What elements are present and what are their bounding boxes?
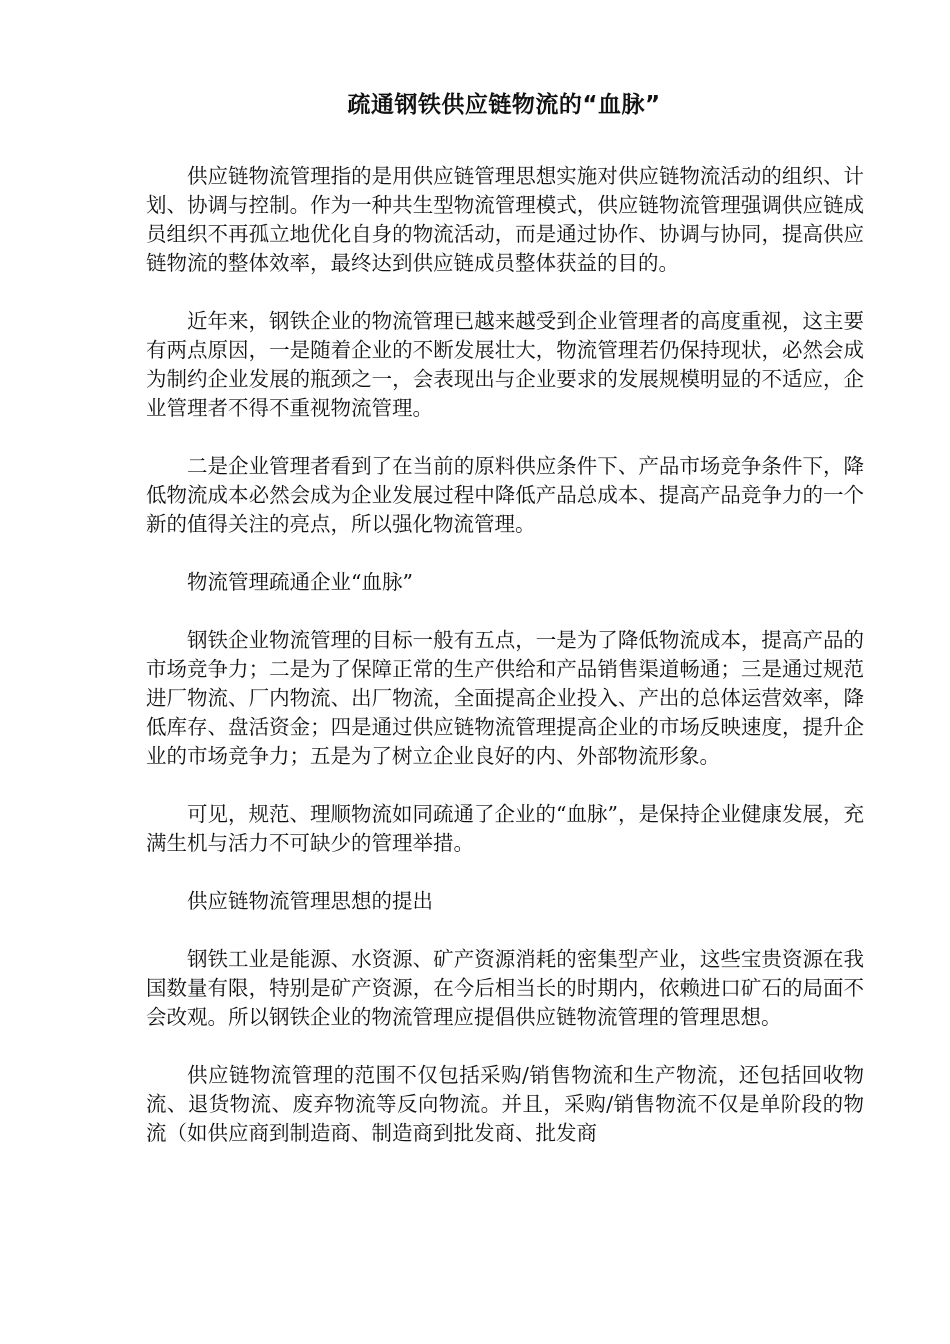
paragraph-recent-years: 近年来，钢铁企业的物流管理已越来越受到企业管理者的高度重视，这主要有两点原因，一是随着企业的不断发展壮大，物流管理若仍保持现状，必然会成为制约企业发展的瓶颈之一，会表现出与企业要求的发展规模明显的不适应，企业管理者不得不重视物流管理。 — [146, 309, 864, 420]
section-heading-supply-chain-idea: 供应链物流管理思想的提出 — [187, 889, 433, 913]
paragraph-five-goals: 钢铁企业物流管理的目标一般有五点，一是为了降低物流成本，提高产品的市场竞争力；二是为了保障正常的生产供给和产品销售渠道畅通；三是通过规范进厂物流、厂内物流、出厂物流，全面提高企业投入、产出的总体运营效率，降低库存、盘活资金；四是通过供应链物流管理提高企业的市场反映速度，提升企业的市场竞争力；五是为了树立企业良好的内、外部物流形象。 — [146, 628, 864, 768]
document-title: 疏通钢铁供应链物流的“血脉” — [347, 92, 661, 118]
paragraph-steel-industry-resources: 钢铁工业是能源、水资源、矿产资源消耗的密集型产业，这些宝贵资源在我国数量有限，特别是矿产资源，在今后相当长的时期内，依赖进口矿石的局面不会改观。所以钢铁企业的物流管理应提倡供应链物流管理的管理思想。 — [146, 947, 864, 1029]
paragraph-conclusion: 可见，规范、理顺物流如同疏通了企业的“血脉”，是保持企业健康发展，充满生机与活力不可缺少的管理举措。 — [146, 802, 864, 855]
document-body — [146, 162, 864, 1177]
section-heading-logistics-management: 物流管理疏通企业“血脉” — [187, 570, 413, 594]
paragraph-scope: 供应链物流管理的范围不仅包括采购/销售物流和生产物流，还包括回收物流、退货物流、废弃物流等反向物流。并且，采购/销售物流不仅是单阶段的物流（如供应商到制造商、制造商到批发商、批发商 — [146, 1063, 864, 1145]
paragraph-supply-chain-definition: 供应链物流管理指的是用供应链管理思想实施对供应链物流活动的组织、计划、协调与控制。作为一种共生型物流管理模式，供应链物流管理强调供应链成员组织不再孤立地优化自身的物流活动，而是通过协作、协调与协同，提高供应链物流的整体效率，最终达到供应链成员整体获益的目的。 — [146, 164, 864, 275]
paragraph-second-reason: 二是企业管理者看到了在当前的原料供应条件下、产品市场竞争条件下，降低物流成本必然会成为企业发展过程中降低产品总成本、提高产品竞争力的一个新的值得关注的亮点，所以强化物流管理。 — [146, 454, 864, 536]
